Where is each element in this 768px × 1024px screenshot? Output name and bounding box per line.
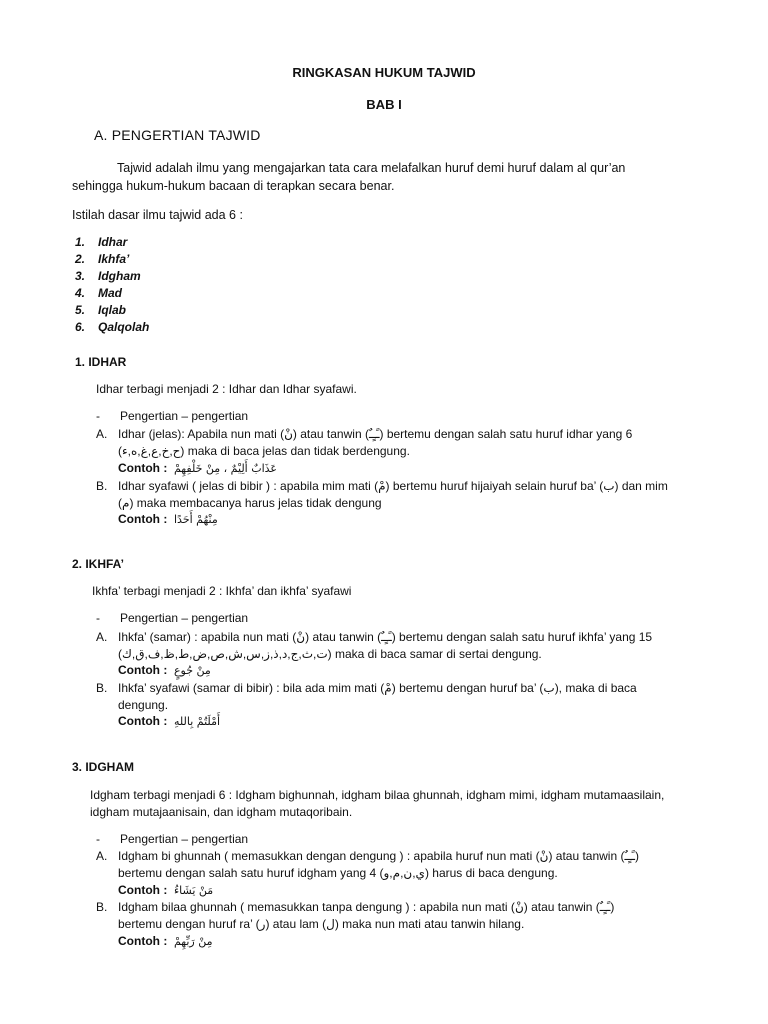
istilah-list [75, 234, 149, 336]
idhar-b-example: Contoh : مِنْهُمْ أَحَدًا [118, 512, 218, 526]
ikhfa-a-line2: (ت,ث,ج,د,ذ,ز,س,ش,ص,ض,ط,ظ,ف,ق,ك) maka di baca samar di sertai dengung. [118, 647, 542, 661]
list-item: 3. Idgham [75, 269, 141, 283]
ikhfa-a-example: Contoh : مِنْ جُوعٍ [118, 663, 211, 677]
section-heading: A. PENGERTIAN TAJWID [94, 127, 261, 143]
idgham-a-line2: bertemu dengan salah satu huruf idgham yang 4 (ي,ن,م,و) harus di baca dengung. [118, 866, 558, 880]
intro-paragraph-line2: sehingga hukum-hukum bacaan di terapkan secara benar. [72, 179, 395, 193]
ikhfa-b-line1: B. Ihkfa’ syafawi (samar di bibir) : bila ada mim mati (مْ) bertemu dengan huruf ba’ (ب), maka di baca [96, 681, 637, 695]
idgham-b-example: Contoh : مِنْ رَبِّهِمْ [118, 934, 213, 948]
idhar-a-line1: A. Idhar (jelas): Apabila nun mati (نْ) atau tanwin (ـًـٍـٌ) bertemu dengan salah satu huruf idhar yang 6 [96, 427, 633, 441]
idgham-b-line1: B. Idgham bilaa ghunnah ( memasukkan tanpa dengung ) : apabila nun mati (نْ) atau tanwin (ـًـٍـٌ) [96, 900, 615, 914]
idgham-intro-line2: idgham mutajaanisain, dan idgham mutaqoribain. [90, 805, 353, 819]
intro-paragraph-line1: Tajwid adalah ilmu yang mengajarkan tata cara melafalkan huruf demi huruf dalam al qur’an [117, 161, 626, 175]
chapter-heading: BAB I [366, 97, 402, 112]
istilah-text: Istilah dasar ilmu tajwid ada 6 : [72, 208, 243, 222]
ikhfa-intro: Ikhfa’ terbagi menjadi 2 : Ikhfa’ dan ikhfa’ syafawi [92, 584, 352, 598]
list-item: 6. Qalqolah [75, 320, 150, 334]
idgham-heading: 3. IDGHAM [72, 760, 135, 774]
list-item: 1. Idhar [75, 235, 128, 249]
idhar-intro: Idhar terbagi menjadi 2 : Idhar dan Idhar syafawi. [96, 382, 357, 396]
idhar-b-line2: (م) maka membacanya harus jelas tidak dengung [118, 496, 382, 510]
ikhfa-pengertian: - Pengertian – pengertian [96, 611, 249, 625]
idhar-heading: 1. IDHAR [75, 355, 127, 369]
idhar-pengertian: - Pengertian – pengertian [96, 409, 249, 423]
ikhfa-heading: 2. IKHFA’ [72, 557, 125, 571]
document-title: RINGKASAN HUKUM TAJWID [292, 65, 476, 80]
idgham-b-line2: bertemu dengan huruf ra’ (ر) atau lam (ل) maka nun mati atau tanwin hilang. [118, 917, 525, 931]
idhar-b-line1: B. Idhar syafawi ( jelas di bibir ) : apabila mim mati (مْ) bertemu huruf hijaiyah selain huruf ba’ (ب) dan mim [96, 479, 668, 493]
ikhfa-b-line2: dengung. [118, 698, 169, 712]
idgham-a-line1: A. Idgham bi ghunnah ( memasukkan dengan dengung ) : apabila huruf nun mati (نْ) atau tanwin (ـًـٍـٌ) [96, 849, 640, 863]
ikhfa-a-line1: A. Ihkfa’ (samar) : apabila nun mati (نْ) atau tanwin (ـًـٍـٌ) bertemu dengan salah satu huruf ikhfa’ yang 15 [96, 630, 653, 644]
idgham-pengertian: - Pengertian – pengertian [96, 832, 249, 846]
list-item: 4. Mad [75, 286, 122, 300]
ikhfa-b-example: Contoh : أَمْلَتُمْ بِاللهِ [118, 714, 221, 728]
idhar-a-line2: (ح,خ,ع,غ,ه,ء) maka di baca jelas dan tidak berdengung. [118, 444, 410, 458]
list-item: 2. Ikhfa’ [75, 252, 130, 266]
idgham-intro-line1: Idgham terbagi menjadi 6 : Idgham bighunnah, idgham bilaa ghunnah, idgham mimi, idgham mutamaasilain, [90, 788, 665, 802]
list-item: 5. Iqlab [75, 303, 127, 317]
idhar-a-example: Contoh : عَذَابٌ أَلِيْمٌ ، مِنْ خَلْفِهِمْ [118, 461, 277, 475]
idgham-a-example: Contoh : مَنْ يَشَاءُ [118, 883, 214, 897]
